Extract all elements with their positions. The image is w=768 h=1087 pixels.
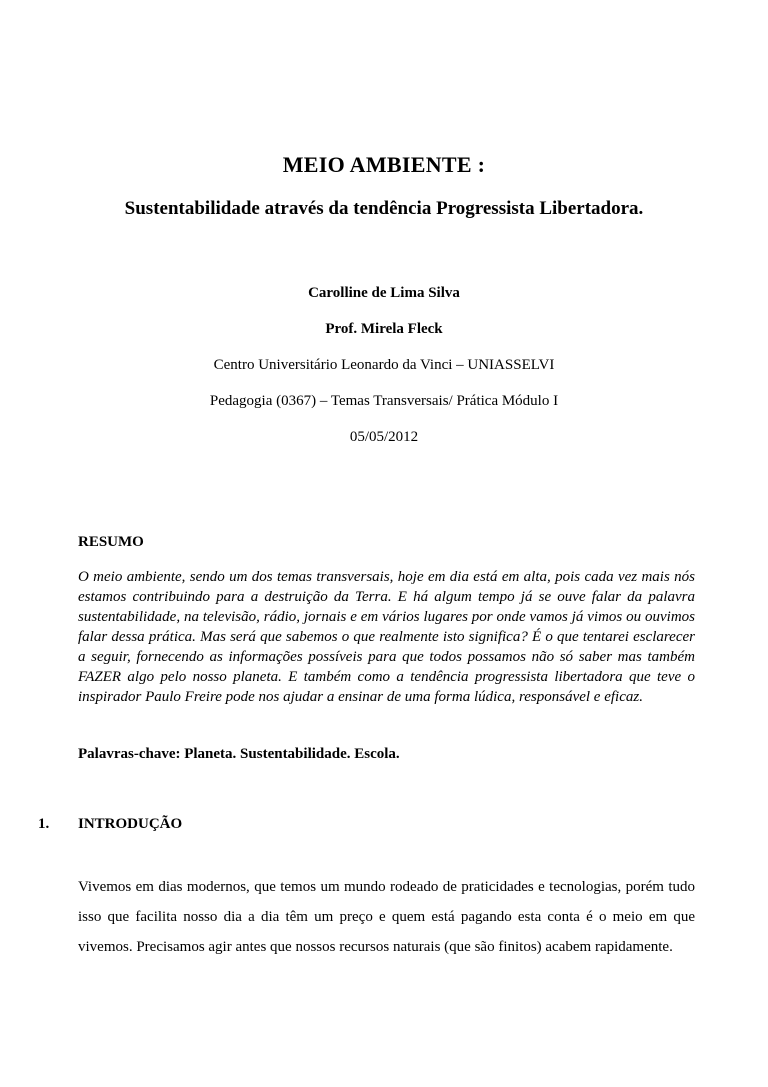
author-name: Carolline de Lima Silva [308,285,460,302]
document-date: 05/05/2012 [349,429,419,446]
course-info: Pedagogia (0367) – Temas Transversais/ Prática Módulo I [209,393,559,410]
institution-name: Centro Universitário Leonardo da Vinci – UNIASSELVI [213,357,555,374]
document-title: MEIO AMBIENTE : [282,152,486,177]
document-subtitle: Sustentabilidade através da tendência Progressista Libertadora. [124,198,644,220]
keywords-line: Palavras-chave: Planeta. Sustentabilidade. Escola. [78,746,400,763]
introduction-paragraph: Vivemos em dias modernos, que temos um mundo rodeado de praticidades e tecnologias, porém tudo isso que facilita nosso dia a dia têm um preço e quem está pagando esta conta é o meio em que vivemos. Precisamos agir antes que nossos recursos naturais (que são finitos) acabem rapidamente. [78,879,695,956]
abstract-paragraph: O meio ambiente, sendo um dos temas transversais, hoje em dia está em alta, pois cada vez mais nós estamos contribuindo para a destruição da Terra. E há algum tempo já se ouve falar da palavra sustentabilidade, na televisão, rádio, jornais e em vários lugares por onde vamos já vimos ou ouvimos falar dessa prática. Mas será que sabemos o que realmente isto significa? É o que tentarei esclarecer a seguir, fornecendo as informações possíveis para que todos possamos não só saber mas também FAZER algo pelo nosso planeta. E também como a tendência progressista libertadora que teve o inspirador Paulo Freire pode nos ajudar a ensinar de uma forma lúdica, responsável e eficaz. [78,569,695,706]
professor-name: Prof. Mirela Fleck [325,321,443,338]
byline-block [0,275,768,455]
abstract-heading: RESUMO [78,534,144,551]
section-title: INTRODUÇÃO [78,816,183,833]
section-number: 1. [38,816,50,833]
introduction-heading [38,814,695,834]
abstract-section [78,532,695,707]
